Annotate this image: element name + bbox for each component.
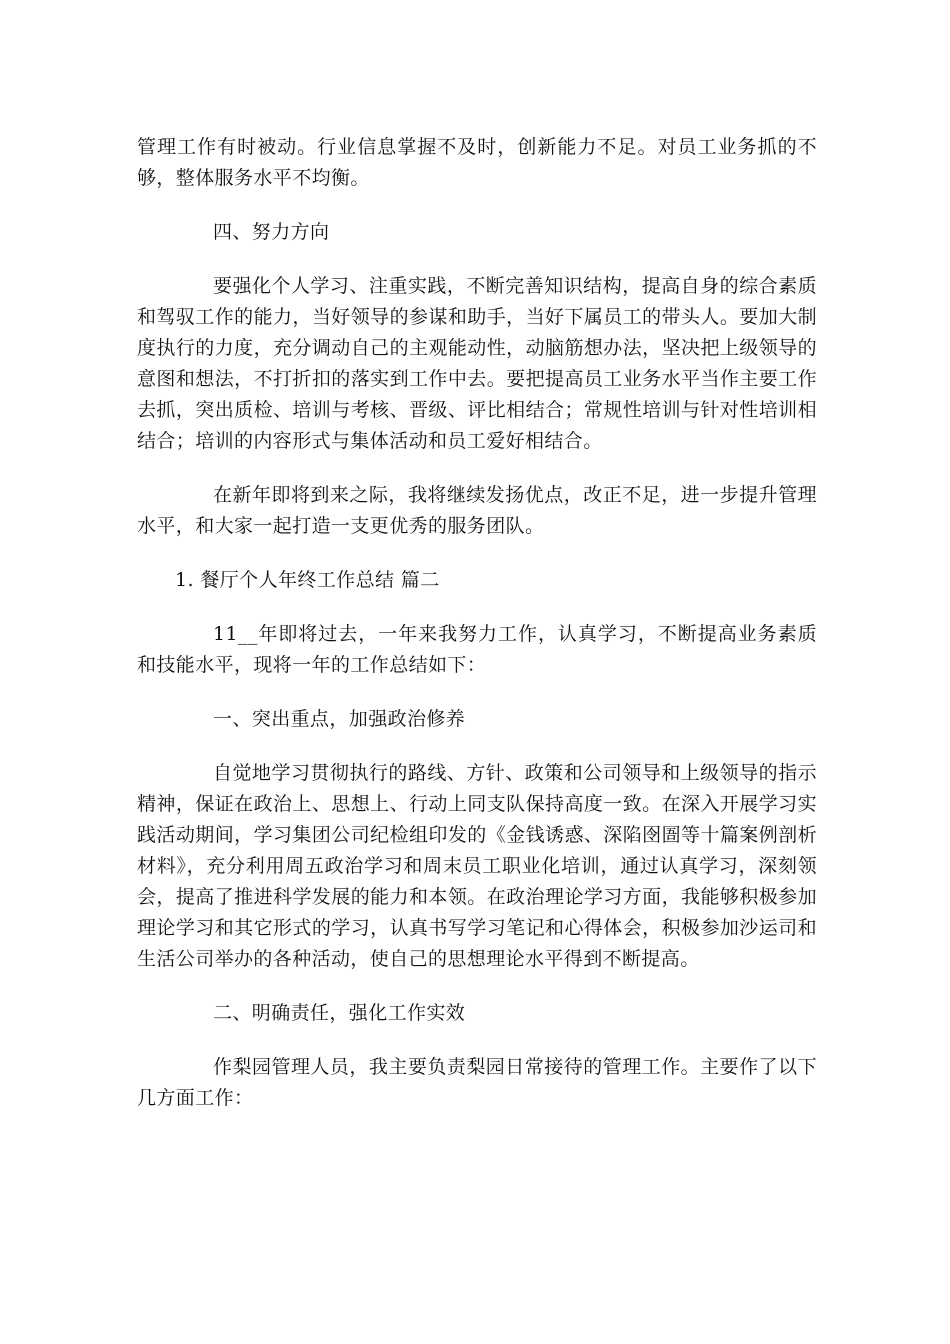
- document-body: [137, 132, 817, 1114]
- article-title-part-two: 1. 餐厅个人年终工作总结 篇二: [175, 569, 440, 591]
- paragraph-responsibility: 作梨园管理人员，我主要负责梨园日常接待的管理工作。主要作了以下几方面工作：: [137, 1056, 817, 1109]
- paragraph-continuation: 管理工作有时被动。行业信息掌握不及时，创新能力不足。对员工业务抓的不够，整体服务水平不均衡。: [137, 136, 817, 189]
- paragraph-effort-direction: 要强化个人学习、注重实践，不断完善知识结构，提高自身的综合素质和驾驭工作的能力，当好领导的参谋和助手，当好下属员工的带头人。要加大制度执行的力度，充分调动自己的主观能动性，动脑筋想办法，坚决把上级领导的意图和想法，不打折扣的落实到工作中去。要把提高员工业务水平当作主要工作去抓，突出质检、培训与考核、晋级、评比相结合；常规性培训与针对性培训相结合；培训的内容形式与集体活动和员工爱好相结合。: [137, 275, 817, 452]
- paragraph-new-year: 在新年即将到来之际，我将继续发扬优点，改正不足，进一步提升管理水平，和大家一起打造一支更优秀的服务团队。: [137, 484, 817, 537]
- section-heading-effort-direction: 四、努力方向: [213, 221, 330, 243]
- paragraph-intro: 11__年即将过去，一年来我努力工作，认真学习，不断提高业务素质和技能水平，现将一年的工作总结如下：: [137, 623, 817, 676]
- paragraph-political: 自觉地学习贯彻执行的路线、方针、政策和公司领导和上级领导的指示精神，保证在政治上、思想上、行动上同支队保持高度一致。在深入开展学习实践活动期间，学习集团公司纪检组印发的《金钱诱惑、深陷囹圄等十篇案例剖析材料》，充分利用周五政治学习和周末员工职业化培训，通过认真学习，深刻领会，提高了推进科学发展的能力和本领。在政治理论学习方面，我能够积极参加理论学习和其它形式的学习，认真书写学习笔记和心得体会，积极参加沙运司和生活公司举办的各种活动，使自己的思想理论水平得到不断提高。: [137, 762, 817, 970]
- section-heading-political: 一、突出重点，加强政治修养: [213, 708, 466, 730]
- section-heading-responsibility: 二、明确责任，强化工作实效: [213, 1002, 466, 1024]
